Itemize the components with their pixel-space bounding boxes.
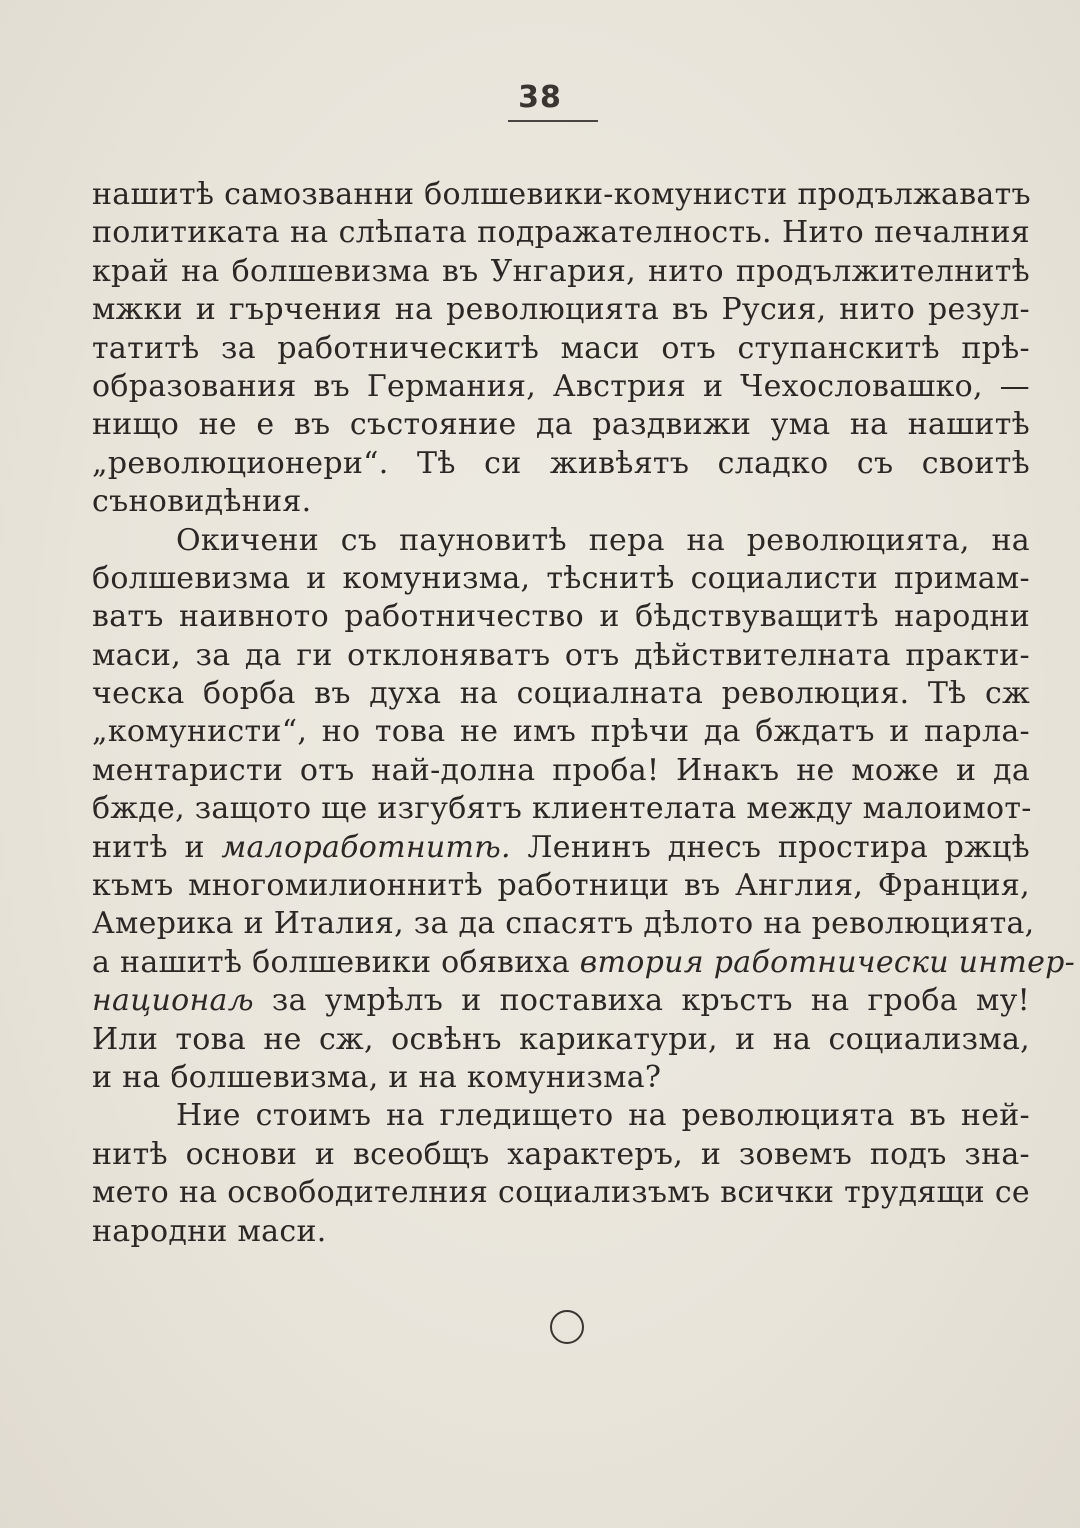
text-run: народни маси. xyxy=(92,1213,327,1249)
text-run: Или това не сж, освѣнъ карикатури, и на социализма, xyxy=(92,1021,1030,1057)
text-run: ментаристи отъ най-долна проба! Инакъ не може и да xyxy=(92,752,1030,788)
text-run: маси, за да ги отклоняватъ отъ дѣйствителната практи- xyxy=(92,637,1030,673)
text-run: болшевизма и комунизма, тѣснитѣ социалисти примам- xyxy=(92,560,1030,596)
page-number: 38 xyxy=(518,80,562,115)
text-line xyxy=(92,905,1035,943)
text-run: а нашитѣ болшевики обявиха xyxy=(92,944,580,980)
text-line xyxy=(92,790,1030,828)
text-run: мжки и гърчения на революцията въ Русия, нито резул- xyxy=(92,292,1030,328)
text-run: Ленинъ днесъ простира ржцѣ xyxy=(510,829,1030,865)
text-run: нитѣ основи и всеобщъ характеръ, и зовемъ подъ зна- xyxy=(92,1136,1030,1172)
text-line xyxy=(92,675,1030,713)
italic-text: втория работнически интер- xyxy=(579,944,1076,980)
text-line xyxy=(92,713,1030,751)
text-run: за умрѣлъ и поставиха кръстъ на гроба му! xyxy=(253,983,1030,1019)
text-line xyxy=(92,829,1030,867)
text-run: „революционери“. Тѣ си живѣятъ сладко съ своитѣ xyxy=(92,445,1030,481)
text-run: ватъ наивното работничество и бѣдствуващитѣ народни xyxy=(92,599,1030,635)
text-line xyxy=(92,214,1030,252)
text-run: татитѣ за работническитѣ маси отъ ступанскитѣ прѣ- xyxy=(92,330,1030,366)
text-line xyxy=(92,406,1030,444)
text-run: политиката на слѣпата подражателность. Нито печалния xyxy=(92,215,1030,251)
text-run: къмъ многомилионнитѣ работници въ Англия, Франция, xyxy=(92,868,1030,904)
text-run: нитѣ и xyxy=(92,829,222,865)
text-line xyxy=(92,752,1030,790)
text-run: нашитѣ самозванни болшевики-комунисти продължаватъ xyxy=(92,177,1031,212)
text-line xyxy=(92,1174,1030,1212)
body-text xyxy=(92,176,1076,1251)
paragraph xyxy=(92,522,1076,1098)
text-line xyxy=(92,1021,1030,1059)
text-run: ческа борба въ духа на социалната революция. Тѣ сж xyxy=(92,676,1030,712)
text-line xyxy=(92,253,1030,291)
text-line xyxy=(92,598,1030,636)
text-line xyxy=(92,445,1030,483)
text-line xyxy=(92,1213,1030,1251)
text-run: съновидѣния. xyxy=(92,484,312,520)
text-run: мето на освободителния социализъмъ всички трудящи се xyxy=(92,1175,1030,1211)
text-line xyxy=(92,982,1030,1020)
text-line xyxy=(92,1097,1030,1135)
text-line xyxy=(92,867,1030,905)
paragraph xyxy=(92,176,1030,522)
text-line xyxy=(92,291,1030,329)
text-line xyxy=(92,637,1030,675)
text-line xyxy=(92,483,1030,521)
text-run: край на болшевизма въ Унгария, нито продължителнитѣ xyxy=(92,253,1030,289)
text-line xyxy=(92,330,1030,368)
text-run: образования въ Германия, Австрия и Чехословашко, — xyxy=(92,368,1030,404)
text-line xyxy=(92,368,1030,406)
text-run: бжде, защото ще изгубятъ клиентелата между малоимот- xyxy=(92,791,1032,827)
text-line xyxy=(92,176,1030,214)
text-line xyxy=(92,560,1030,598)
circle-end-icon xyxy=(550,1310,584,1344)
italic-text: национаљ xyxy=(92,983,254,1019)
text-run: Ние стоимъ на гледището на революцията въ ней- xyxy=(176,1098,1030,1134)
page-number-underline xyxy=(508,120,598,122)
text-run: нищо не е въ състояние да раздвижи ума на нашитѣ xyxy=(92,407,1030,443)
italic-text: малоработнитѣ. xyxy=(221,829,511,865)
text-run: „комунисти“, но това не имъ прѣчи да бждатъ и парла- xyxy=(92,714,1030,750)
text-line xyxy=(92,1136,1030,1174)
text-line xyxy=(92,1059,1030,1097)
text-line xyxy=(92,944,1076,982)
text-run: Америка и Италия, за да спасятъ дѣлото на революцията, xyxy=(92,906,1035,942)
text-run: Окичени съ пауновитѣ пера на революцията, на xyxy=(176,522,1030,558)
paragraph xyxy=(92,1097,1030,1251)
text-line xyxy=(92,522,1030,560)
text-run: и на болшевизма, и на комунизма? xyxy=(92,1059,662,1095)
